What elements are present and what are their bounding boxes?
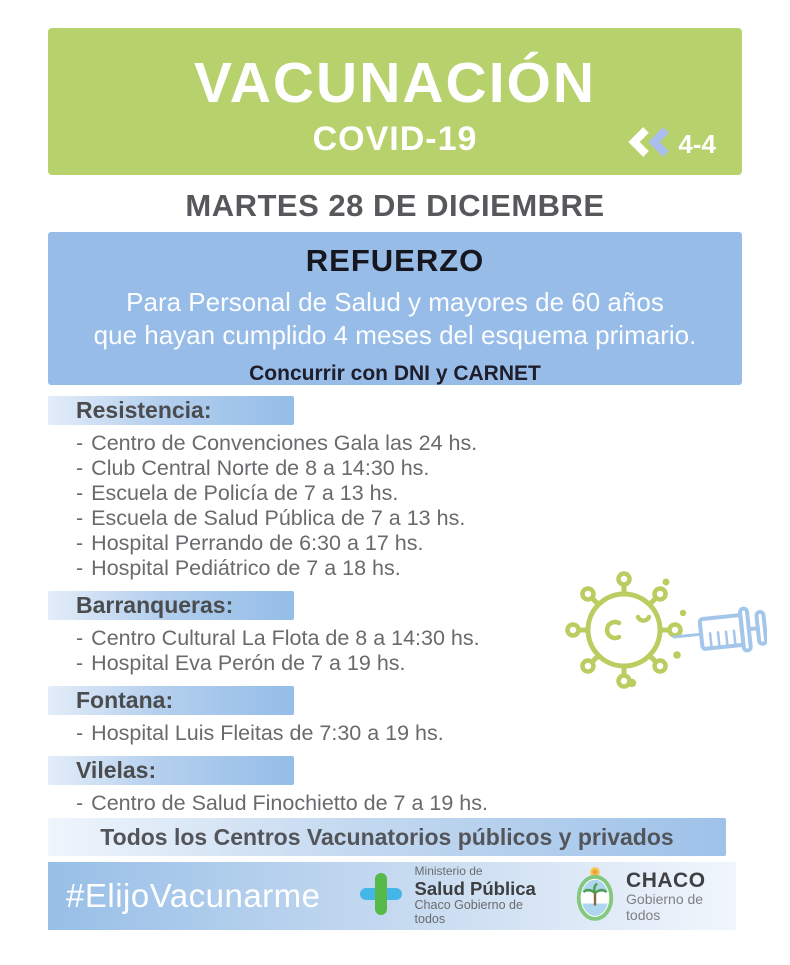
bullet-dash: - xyxy=(76,531,84,555)
refuerzo-box xyxy=(48,232,742,385)
all-centers-text: Todos los Centros Vacunatorios públicos y privados xyxy=(100,823,674,850)
list-item-text: Hospital Luis Fleitas de 7:30 a 19 hs. xyxy=(91,721,444,745)
bullet-dash: - xyxy=(76,431,84,455)
location-header-bar xyxy=(48,756,294,785)
page-number: 4-4 xyxy=(678,129,716,159)
bullet-dash: - xyxy=(76,481,84,505)
list-item-text: Centro de Salud Finochietto de 7 a 19 hs. xyxy=(91,791,488,815)
chaco-tagline: Gobierno de todos xyxy=(626,891,704,923)
list-item xyxy=(76,721,742,746)
location-name: Fontana: xyxy=(76,687,174,713)
virus-syringe-illustration xyxy=(562,566,767,699)
page-badge xyxy=(628,127,716,162)
bullet-dash: - xyxy=(76,791,84,815)
chaco-crest-icon xyxy=(573,865,617,928)
location-header-bar xyxy=(48,591,294,620)
bullet-dash: - xyxy=(76,651,84,675)
ministry-text xyxy=(415,865,540,926)
syringe-icon xyxy=(672,607,767,658)
list-item-text: Hospital Pediátrico de 7 a 18 hs. xyxy=(91,556,401,580)
chaco-government-logo xyxy=(573,865,726,928)
list-item-text: Centro de Convenciones Gala las 24 hs. xyxy=(91,431,478,455)
date-heading: MARTES 28 DE DICIEMBRE xyxy=(185,188,605,223)
medical-cross-icon xyxy=(359,872,403,921)
location-name: Barranqueras: xyxy=(76,592,234,618)
location-name: Vilelas: xyxy=(76,757,157,783)
list-item xyxy=(76,431,742,456)
ministry-line2: Salud Pública xyxy=(414,877,536,899)
location-header-bar xyxy=(48,686,294,715)
bullet-dash: - xyxy=(76,721,84,745)
refuerzo-title: REFUERZO xyxy=(305,243,485,278)
banner xyxy=(48,28,742,175)
ministry-line1: Ministerio de xyxy=(414,864,483,879)
refuerzo-line: Para Personal de Salud y mayores de 60 años xyxy=(126,287,664,317)
list-item-text: Centro Cultural La Flota de 8 a 14:30 hs. xyxy=(91,626,480,650)
virus-icon xyxy=(568,574,687,688)
location-items xyxy=(48,431,742,581)
location-header-bar xyxy=(48,396,294,425)
bullet-dash: - xyxy=(76,456,84,480)
chevron-left-icon xyxy=(628,127,650,162)
poster-title: VACUNACIÓN xyxy=(193,51,597,115)
list-item-text: Escuela de Policía de 7 a 13 hs. xyxy=(91,481,399,505)
list-item-text: Hospital Eva Perón de 7 a 19 hs. xyxy=(91,651,406,675)
ministry-logo xyxy=(359,865,540,926)
list-item-text: Escuela de Salud Pública de 7 a 13 hs. xyxy=(91,506,466,530)
location-section-resistencia xyxy=(48,396,742,581)
poster-subtitle: COVID-19 xyxy=(312,120,478,158)
bullet-dash: - xyxy=(76,556,84,580)
campaign-hashtag: #ElijoVacunarme xyxy=(66,877,321,914)
location-section-vilelas xyxy=(48,756,742,816)
footer-bar xyxy=(48,862,736,930)
chaco-text xyxy=(626,869,726,924)
refuerzo-note: Concurrir con DNI y CARNET xyxy=(249,362,541,385)
location-items xyxy=(48,791,742,816)
chaco-name: CHACO xyxy=(626,868,706,892)
list-item xyxy=(76,791,742,816)
list-item xyxy=(76,506,742,531)
ministry-line3: Chaco Gobierno de todos xyxy=(414,898,523,926)
list-item-text: Club Central Norte de 8 a 14:30 hs. xyxy=(91,456,430,480)
list-item xyxy=(76,456,742,481)
bullet-dash: - xyxy=(76,626,84,650)
refuerzo-description xyxy=(48,286,742,352)
list-item-text: Hospital Perrando de 6:30 a 17 hs. xyxy=(91,531,424,555)
location-name: Resistencia: xyxy=(76,397,212,423)
list-item xyxy=(76,481,742,506)
bullet-dash: - xyxy=(76,506,84,530)
refuerzo-line: que hayan cumplido 4 meses del esquema primario. xyxy=(93,320,697,350)
all-centers-bar xyxy=(48,818,726,856)
list-item xyxy=(76,531,742,556)
location-items xyxy=(48,721,742,746)
chevron-left-icon xyxy=(648,127,670,162)
